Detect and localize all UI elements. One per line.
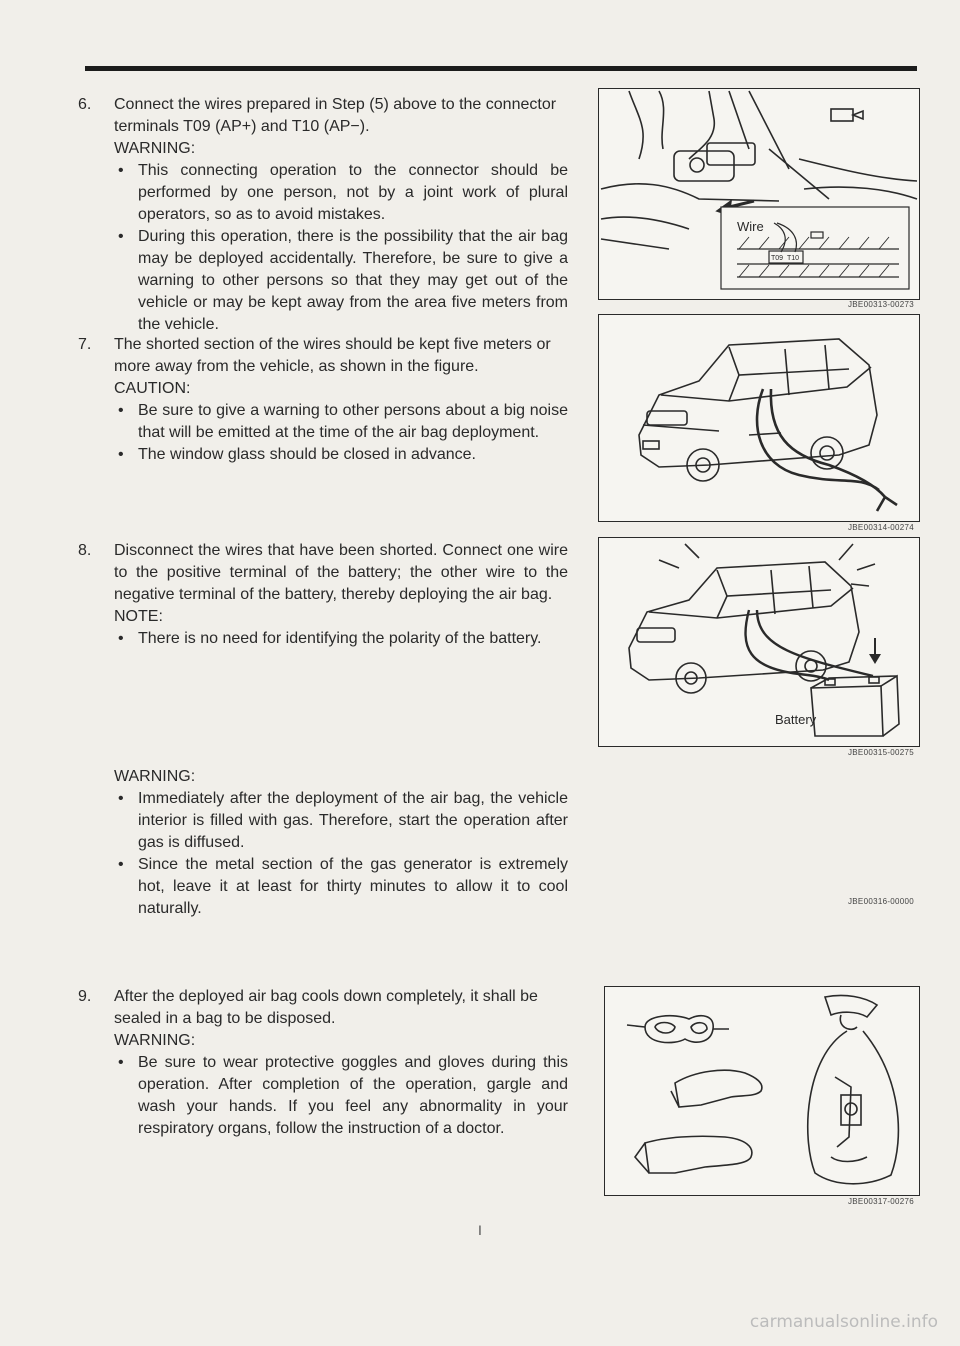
- note-label: NOTE:: [114, 608, 163, 625]
- caution-label: CAUTION:: [114, 380, 191, 397]
- step-7: [78, 334, 568, 466]
- warning-label: WARNING:: [114, 1032, 196, 1049]
- step-intro: After the deployed air bag cools down completely, it shall be sealed in a bag to be disposed.: [114, 988, 538, 1027]
- figure-code: JBE00313-00273: [848, 300, 915, 309]
- t09-label: T09: [771, 255, 784, 262]
- step-intro: Connect the wires prepared in Step (5) above to the connector terminals T09 (AP+) and T10 (AP−).: [114, 96, 557, 135]
- connector-figure: [598, 88, 920, 300]
- step-number: 9.: [78, 988, 92, 1005]
- connector-illustration: [599, 89, 919, 299]
- step-intro: The shorted section of the wires should be kept five meters or more away from the vehicle, as shown in the figure.: [114, 336, 551, 375]
- figure-code: JBE00314-00274: [848, 523, 915, 532]
- bullet-item: • Be sure to wear protective goggles and gloves during this operation. After completion of the operation, gargle and wash your hands. If you feel any abnormality in your respiratory organs, follow the instruction of a doctor.: [118, 1054, 568, 1137]
- header-rule: [85, 66, 917, 71]
- step-9: [78, 986, 568, 1140]
- bullet-item: • The window glass should be closed in advance.: [118, 446, 476, 463]
- t10-label: T10: [787, 255, 800, 262]
- vehicle-battery-figure: [598, 537, 920, 747]
- figure-code: JBE00315-00275: [848, 748, 915, 757]
- battery-illustration: [599, 538, 919, 746]
- warning-label: WARNING:: [114, 768, 196, 785]
- deployment-warning: [78, 766, 568, 920]
- step-intro: Disconnect the wires that have been shorted. Connect one wire to the positive terminal of the battery; the other wire to the negative terminal of the battery, thereby deploying the air bag.: [114, 542, 568, 603]
- bullet-item: • Since the metal section of the gas generator is extremely hot, leave it at least for thirty minutes to allow it to cool naturally.: [118, 856, 568, 917]
- step-number: 7.: [78, 336, 92, 353]
- battery-label: Battery: [775, 712, 817, 727]
- bullet-item: • Immediately after the deployment of the air bag, the vehicle interior is filled with gas. Therefore, start the operation after gas is diffused.: [118, 790, 568, 851]
- gear-illustration: [605, 987, 919, 1195]
- step-8: [78, 540, 568, 650]
- warning-label: WARNING:: [114, 140, 196, 157]
- bullet-item: • There is no need for identifying the polarity of the battery.: [118, 630, 542, 647]
- watermark: carmanualsonline.info: [749, 1312, 938, 1332]
- page-number: I: [478, 1222, 482, 1238]
- bullet-item: • During this operation, there is the possibility that the air bag may be deployed accidentally. Therefore, be sure to give a warning to other persons so that they may get out of the vehicle or may be kept away from the area five meters from the vehicle.: [118, 228, 568, 333]
- bullet-item: • Be sure to give a warning to other persons about a big noise that will be emitted at the time of the air bag deployment.: [118, 402, 568, 441]
- vehicle-wires-figure: [598, 314, 920, 522]
- step-number: 6.: [78, 96, 92, 113]
- step-6: [78, 94, 568, 336]
- figure-code: JBE00317-00276: [848, 1197, 915, 1206]
- figure-code: JBE00316-00000: [848, 897, 915, 906]
- wire-label: Wire: [737, 219, 764, 234]
- vehicle-illustration: [599, 315, 919, 521]
- protective-gear-figure: [604, 986, 920, 1196]
- step-number: 8.: [78, 542, 92, 559]
- bullet-item: • This connecting operation to the connector should be performed by one person, not by a joint work of plural operators, so as to avoid mistakes.: [118, 162, 568, 223]
